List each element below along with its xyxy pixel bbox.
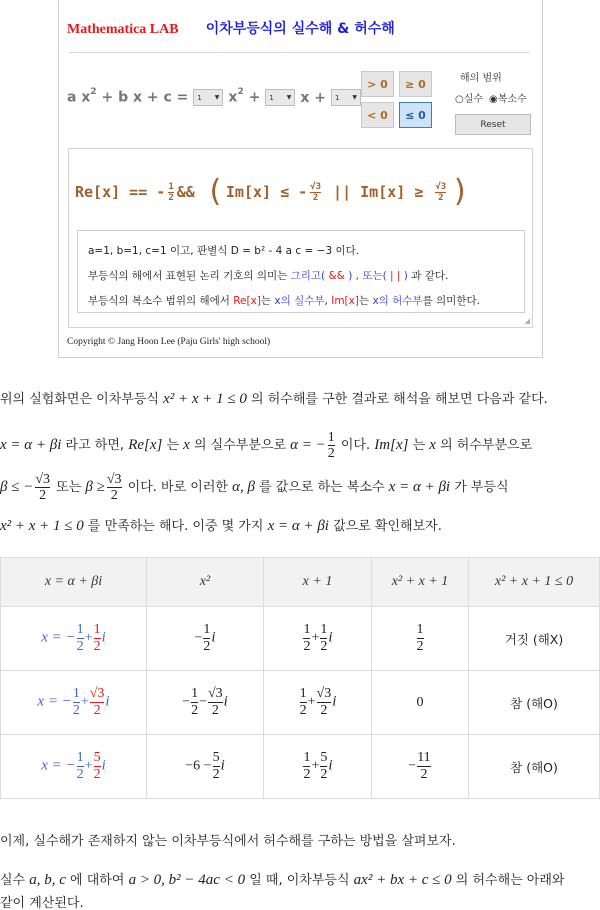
dropdown-arrow-icon: ▼: [352, 94, 357, 101]
op-lt-button[interactable]: < 0: [361, 102, 394, 128]
solution-range-label: 해의 범위: [460, 73, 502, 84]
col-header: x² + x + 1: [372, 558, 469, 607]
cell-x: x = − $\frac{1}{2}$ + $\frac{1}{2}$ i: [1, 607, 147, 671]
col-header: x = α + βi: [1, 558, 147, 607]
discriminant-line: a=1, b=1, c=1 이고, 판별식 D = b² - 4 a c = −3 이다.: [88, 245, 360, 257]
result-output-box: [68, 148, 533, 328]
panel-title: [67, 18, 395, 38]
cell-xp1: $\frac{1}{2}$ + $\frac{5}{2}$ i: [264, 735, 372, 799]
eq-x2: $x^2$ +: [228, 87, 261, 106]
radio-real[interactable]: ○실수: [455, 94, 484, 105]
cell-xp1: $\frac{1}{2}$ + $\frac{√3}{2}$ i: [264, 671, 372, 735]
col-header: x²: [147, 558, 264, 607]
op-le-button[interactable]: ≤ 0: [399, 102, 432, 128]
col-header: x² + x + 1 ≤ 0: [469, 558, 600, 607]
b-coefficient-select[interactable]: 1 ▼: [265, 89, 295, 106]
cell-x2: − $\frac{1}{2}$ − $\frac{√3}{2}$ i: [147, 671, 264, 735]
brand-label: Mathematica LAB: [67, 22, 179, 37]
paragraph-7: 같이 계산된다.: [0, 896, 84, 910]
paragraph-4: x² + x + 1 ≤ 0 를 만족하는 해다. 이중 몇 가지 x = α + βi 값으로 확인해보자.: [0, 518, 442, 534]
table-row: [1, 607, 600, 671]
solution-range-group: [455, 69, 531, 135]
explanation-box: [77, 230, 525, 313]
cell-result: 참 (해O): [469, 671, 600, 735]
logic-symbol-line: 부등식의 해에서 표현된 논리 기호의 의미는 그리고( && ) , 또는( | | ) 과 같다.: [88, 270, 449, 282]
cell-sum: $\frac{1}{2}$: [372, 607, 469, 671]
col-header: x + 1: [264, 558, 372, 607]
cell-x2: −6 − $\frac{5}{2}$ i: [147, 735, 264, 799]
paragraph-3: β ≤ − $\frac{√3}{2}$ 또는 β ≥ $\frac{√3}{2}$ 이다. 바로 이러한 α, β 를 값으로 하는 복소수 x = α + βi 가 부등식: [0, 472, 509, 503]
paragraph-6: 실수 a, b, c 에 대하여 a > 0, b² − 4ac < 0 일 때, 이차부등식 ax² + bx + c ≤ 0 의 허수해는 아래와: [0, 872, 565, 888]
dropdown-arrow-icon: ▼: [214, 94, 220, 101]
lab-title: 이차부등식의 실수해 & 허수해: [205, 21, 395, 37]
resize-grip-icon[interactable]: ◢: [524, 317, 530, 325]
cell-sum: − $\frac{11}{2}$: [372, 735, 469, 799]
reset-button[interactable]: Reset: [455, 114, 531, 135]
eq-x1: x +: [300, 89, 326, 106]
paragraph-5: 이제, 실수해가 존재하지 않는 이차부등식에서 허수해를 구하는 방법을 살펴보자.: [0, 834, 456, 849]
verification-table: [0, 557, 600, 799]
cell-x: x = − $\frac{1}{2}$ + $\frac{5}{2}$ i: [1, 735, 147, 799]
cell-sum: 0: [372, 671, 469, 735]
table-row: [1, 671, 600, 735]
solution-formula: Re[x] == - $\frac{1}{2}$ && ( Im[x] ≤ - $\frac{√3}{2}$ || Im[x] ≥ $\frac{√3}{2}$ ): [75, 174, 470, 209]
op-gt-button[interactable]: > 0: [361, 71, 394, 97]
radio-complex[interactable]: ◉복소수: [489, 94, 527, 105]
mathematica-panel: [58, 0, 543, 358]
c-coefficient-select[interactable]: 1 ▼: [331, 89, 361, 106]
copyright: Copyright © Jang Hoon Lee (Paju Girls' high school): [67, 337, 271, 347]
inequality-operator-group: [361, 71, 432, 128]
dropdown-arrow-icon: ▼: [286, 94, 292, 101]
cell-result: 거짓 (해X): [469, 607, 600, 671]
a-coefficient-select[interactable]: 1 ▼: [193, 89, 223, 106]
paragraph-2: x = α + βi 라고 하면, Re[x] 는 x 의 실수부분으로 α = − $\frac{1}{2}$ 이다. Im[x] 는 x 의 허수부분으로: [0, 430, 533, 461]
paragraph-1: 위의 실험화면은 이차부등식 x² + x + 1 ≤ 0 의 허수해를 구한 결과로 해석을 해보면 다음과 같다.: [0, 391, 548, 407]
table-header-row: [1, 558, 600, 607]
cell-xp1: $\frac{1}{2}$ + $\frac{1}{2}$ i: [264, 607, 372, 671]
title-divider: [69, 52, 530, 53]
table-row: [1, 735, 600, 799]
op-ge-button[interactable]: ≥ 0: [399, 71, 432, 97]
equation-row: [67, 89, 366, 106]
cell-result: 참 (해O): [469, 735, 600, 799]
cell-x2: − $\frac{1}{2}$ i: [147, 607, 264, 671]
re-im-line: 부등식의 복소수 범위의 해에서 Re[x]는 x의 실수부, Im[x]는 x의 허수부를 의미한다.: [88, 295, 480, 307]
cell-x: x = − $\frac{1}{2}$ + $\frac{√3}{2}$ i: [1, 671, 147, 735]
eq-lhs: a $x^2 + b$ x + c =: [67, 87, 189, 106]
